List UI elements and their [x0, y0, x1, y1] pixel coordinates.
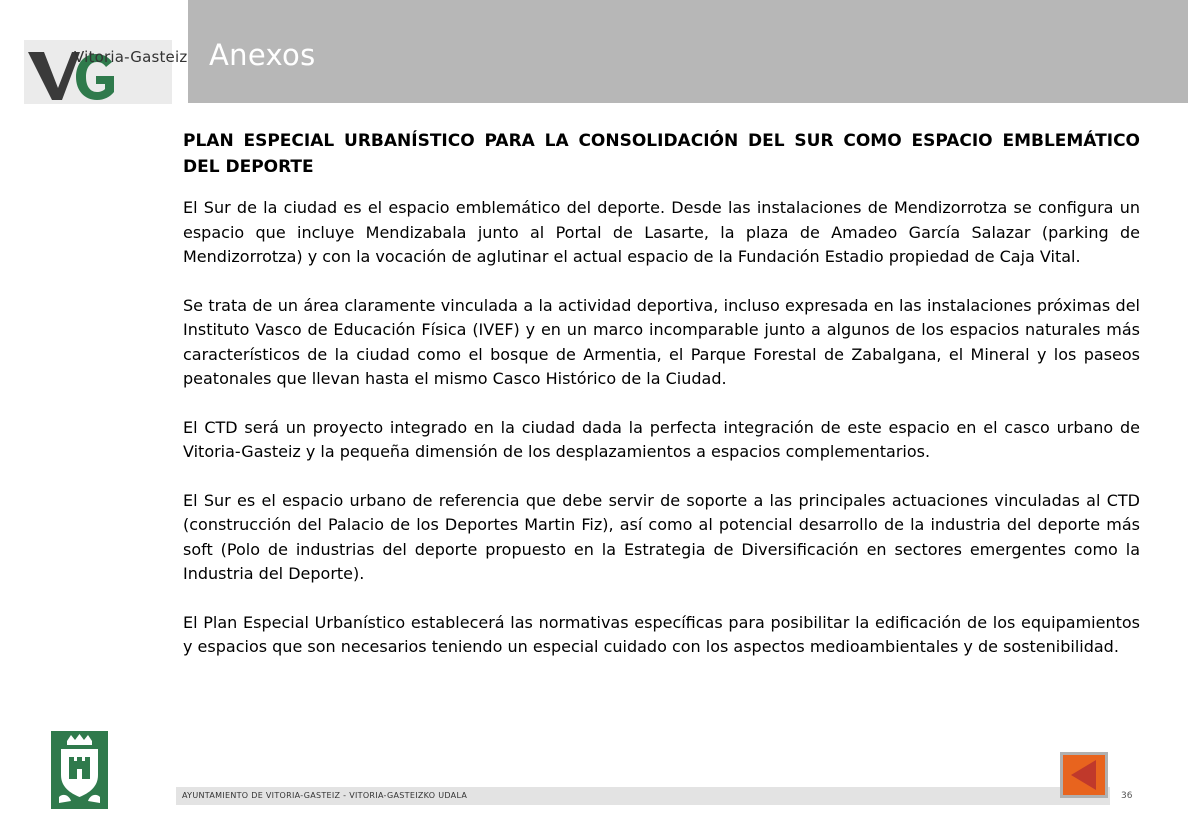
document-body: [183, 129, 1140, 684]
city-crest-icon: [51, 731, 108, 809]
paragraph: El Sur es el espacio urbano de referencia que debe servir de soporte a las principales actuaciones vinculadas al CTD (construcción del Palacio de los Deportes Martin Fiz), así como al potencial desarrollo de la industria del deporte más soft (Polo de industrias del deporte propuesto en la Estrategia de Diversificación en sectores emergentes como la Industria del Deporte).: [183, 490, 1140, 583]
paragraph: El Plan Especial Urbanístico establecerá las normativas específicas para posibilitar la edificación de los equipamientos y espacios que son necesarios teniendo un especial cuidado con los aspectos medioambientales y de sostenibilidad.: [183, 612, 1140, 656]
paragraph: Se trata de un área claramente vinculada a la actividad deportiva, incluso expresada en las instalaciones próximas del Instituto Vasco de Educación Física (IVEF) y en un marco incomparable junto a algunos de los espacios naturales más característicos de la ciudad como el bosque de Armentia, el Parque Forestal de Zabalgana, el Mineral y los paseos peatonales que llevan hasta el mismo Casco Histórico de la Ciudad.: [183, 295, 1140, 388]
paragraph: El Sur de la ciudad es el espacio emblemático del deporte. Desde las instalaciones de Mendizorrotza se configura un espacio que incluye Mendizabala junto al Portal de Lasarte, la plaza de Amadeo García Salazar (parking de Mendizorrotza) y con la vocación de aglutinar el actual espacio de la Fundación Estadio propiedad de Caja Vital.: [183, 198, 1140, 266]
logo-text: Vitoria-Gasteiz: [74, 48, 188, 66]
footer-text: AYUNTAMIENTO DE VITORIA-GASTEIZ - VITORIA-GASTEIZKO UDALA: [182, 791, 468, 800]
vitoria-gasteiz-logo: [24, 40, 188, 104]
back-arrow-icon: [1060, 752, 1108, 798]
section-title: Anexos: [209, 38, 316, 72]
footer-bar: [176, 787, 1110, 805]
page-number: 36: [1121, 791, 1133, 801]
paragraph: El CTD será un proyecto integrado en la ciudad dada la perfecta integración de este espacio en el casco urbano de Vitoria-Gasteiz y la pequeña dimensión de los desplazamientos a espacios complementarios.: [183, 417, 1140, 461]
document-title: PLAN ESPECIAL URBANÍSTICO PARA LA CONSOLIDACIÓN DEL SUR COMO ESPACIO EMBLEMÁTICO DEL DEPORTE: [183, 131, 1140, 177]
back-button[interactable]: [1060, 752, 1108, 798]
header-band: [188, 0, 1188, 103]
